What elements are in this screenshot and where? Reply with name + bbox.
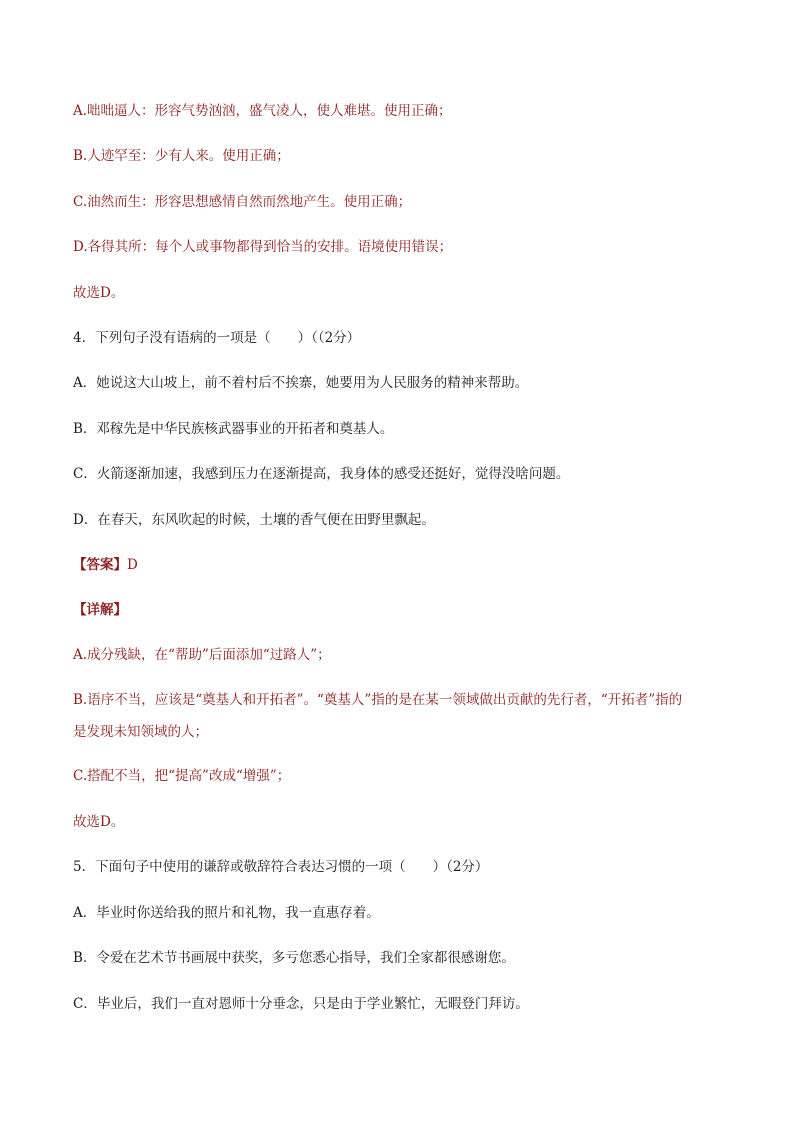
q4-option-d: D．在春天，东风吹起的时候，土壤的香气便在田野里飘起。 (73, 512, 435, 528)
q4-option-b: B．邓稼先是中华民族核武器事业的开拓者和奠基人。 (73, 421, 394, 437)
q5-option-a: A．毕业时你送给我的照片和礼物，我一直惠存着。 (73, 905, 380, 921)
q5-option-c: C．毕业后，我们一直对恩师十分垂念，只是由于学业繁忙，无暇登门拜访。 (73, 996, 529, 1012)
q5-question: 5．下面句子中使用的谦辞或敬辞符合表达习惯的一项（ ）（2分） (73, 859, 489, 875)
answer-label: 【答案】 (73, 557, 127, 573)
q4-detail-b (73, 684, 733, 748)
detail-b-line-2: 是发现未知领域的人； (73, 724, 208, 740)
q4-detail-c: C.搭配不当，把“提高”改成“增强”； (73, 768, 291, 784)
detail-b-quote-3: “开拓者” (600, 692, 656, 708)
detail-b-quote-2: “奠基人” (317, 692, 372, 708)
q4-detail-a: A.成分残缺，在“帮助”后面添加“过路人”； (73, 647, 331, 663)
detail-b-quote-1: “奠基人和开拓者” (195, 692, 304, 708)
q4-answer (73, 555, 733, 575)
detail-b-mid-3: 指的 (655, 692, 683, 708)
q3-explain-a: A.咄咄逼人：形容气势汹汹，盛气凌人，使人难堪。使用正确； (73, 103, 452, 119)
detail-b-mid-2: 指的是在某一领域做出贡献的先行者， (371, 692, 601, 708)
q3-conclusion: 故选D。 (73, 285, 125, 301)
q3-explain-c: C.油然而生：形容思想感情自然而然地产生。使用正确； (73, 194, 412, 210)
detail-b-mid-1: 。 (303, 692, 318, 708)
q4-conclusion: 故选D。 (73, 814, 125, 830)
q4-question: 4．下列句子没有语病的一项是（ ）（（2分） (73, 330, 361, 346)
detail-b-prefix: B.语序不当，应该是 (73, 692, 196, 708)
q4-option-c: C．火箭逐渐加速，我感到压力在逐渐提高，我身体的感受还挺好，觉得没啥问题。 (73, 466, 570, 482)
q3-explain-d: D.各得其所：每个人或事物都得到恰当的安排。语境使用错误； (73, 239, 453, 255)
q4-detail-label: 【详解】 (73, 602, 127, 618)
answer-value: D (127, 557, 138, 573)
q5-option-b: B．令爱在艺术节书画展中获奖，多亏您悉心指导，我们全家都很感谢您。 (73, 950, 515, 966)
q3-explain-b: B.人迹罕至：少有人来。使用正确； (73, 148, 290, 164)
q4-option-a: A．她说这大山坡上，前不着村后不挨寨，她要用为人民服务的精神来帮助。 (73, 375, 529, 391)
